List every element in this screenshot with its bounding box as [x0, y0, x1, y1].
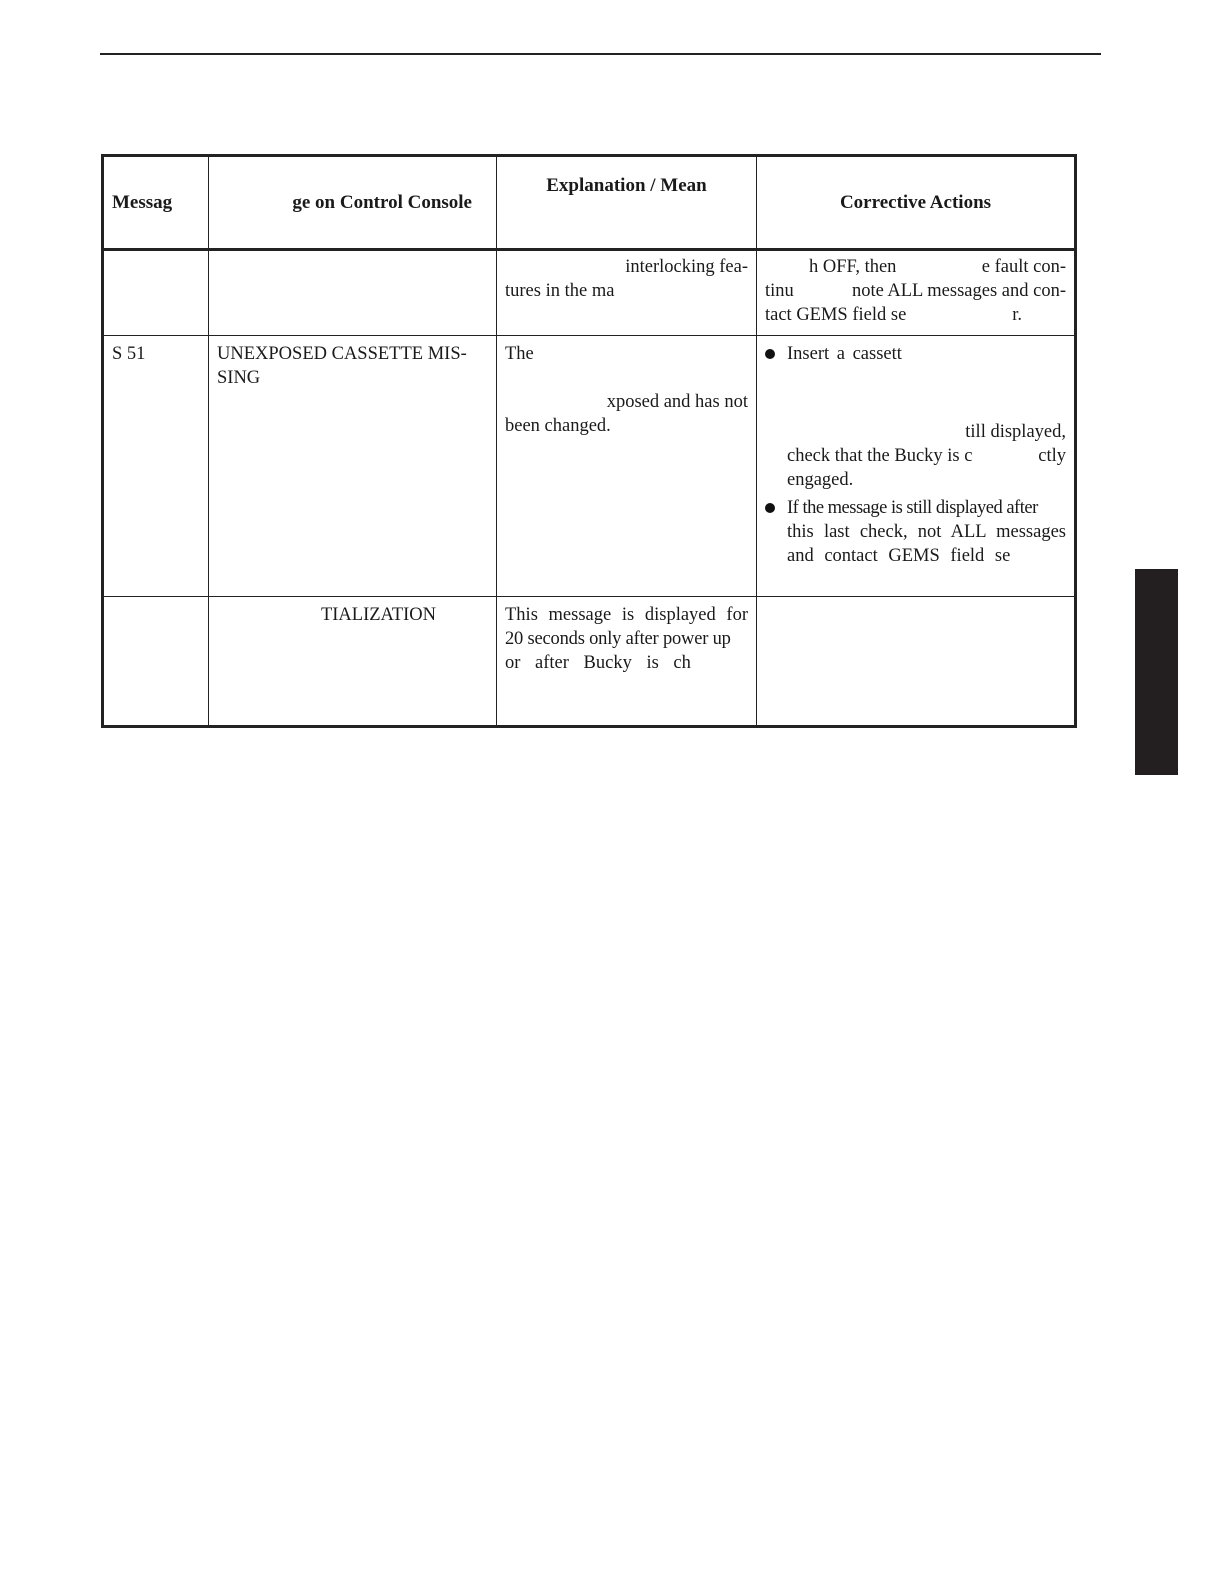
action-fragment: e fault con-: [981, 257, 1066, 277]
message-text-cell: [209, 336, 497, 597]
action-bullet: If the message is still displayed after: [765, 496, 1066, 520]
message-line: UNEXPOSED CASSETTE MIS-: [217, 344, 467, 364]
message-text-cell: [209, 250, 497, 336]
bullet-icon: [765, 503, 775, 513]
action-line: till displayed,: [965, 422, 1066, 442]
action-line: and contact GEMS field se: [787, 546, 1011, 566]
explanation-cell: [497, 250, 757, 336]
explanation-line: 20 seconds only after power up: [505, 629, 731, 649]
action-line: engaged.: [787, 470, 854, 490]
header-message-code: Messag: [103, 156, 209, 250]
action-fragment: tact GEMS field se: [765, 305, 907, 325]
explanation-line: The: [505, 344, 534, 364]
table-row: [103, 336, 1076, 597]
bullet-icon: [765, 349, 775, 359]
error-message-table: [101, 154, 1077, 728]
explanation-line: or after Bucky is ch: [505, 653, 691, 673]
action-fragment: h OFF, then: [809, 257, 897, 277]
actions-cell: [757, 597, 1076, 727]
actions-cell: [757, 250, 1076, 336]
explanation-cell: [497, 597, 757, 727]
action-fragment: ctly: [1038, 446, 1066, 466]
header-message-console: ge on Control Console: [209, 156, 497, 250]
explanation-line: interlocking fea-: [625, 257, 748, 277]
explanation-line: This message is displayed for: [505, 605, 748, 625]
message-text-cell: TIALIZATION: [209, 597, 497, 727]
header-explanation: Explanation / Mean: [497, 156, 757, 250]
header-corrective-actions: Corrective Actions: [757, 156, 1076, 250]
table-row: [103, 597, 1076, 727]
message-code-cell: [103, 597, 209, 727]
action-line: this last check, not ALL messages: [787, 522, 1066, 542]
explanation-cell: [497, 336, 757, 597]
action-fragment: check that the Bucky is c: [787, 446, 973, 466]
action-fragment: r.: [1012, 305, 1023, 325]
message-code-cell: S 51: [103, 336, 209, 597]
header-rule: [100, 53, 1101, 55]
explanation-line: tures in the ma: [505, 281, 615, 301]
section-tab-marker: [1135, 569, 1178, 775]
message-code-cell: [103, 250, 209, 336]
action-fragment: tinu: [765, 281, 794, 301]
action-fragment: note ALL messages and con-: [851, 281, 1066, 301]
action-bullet: Insert a cassett: [765, 342, 1066, 366]
explanation-line: been changed.: [505, 416, 611, 436]
message-line: SING: [217, 368, 261, 388]
table-header-row: [103, 156, 1076, 250]
explanation-line: xposed and has not: [606, 392, 748, 412]
actions-cell: [757, 336, 1076, 597]
table-row: [103, 250, 1076, 336]
